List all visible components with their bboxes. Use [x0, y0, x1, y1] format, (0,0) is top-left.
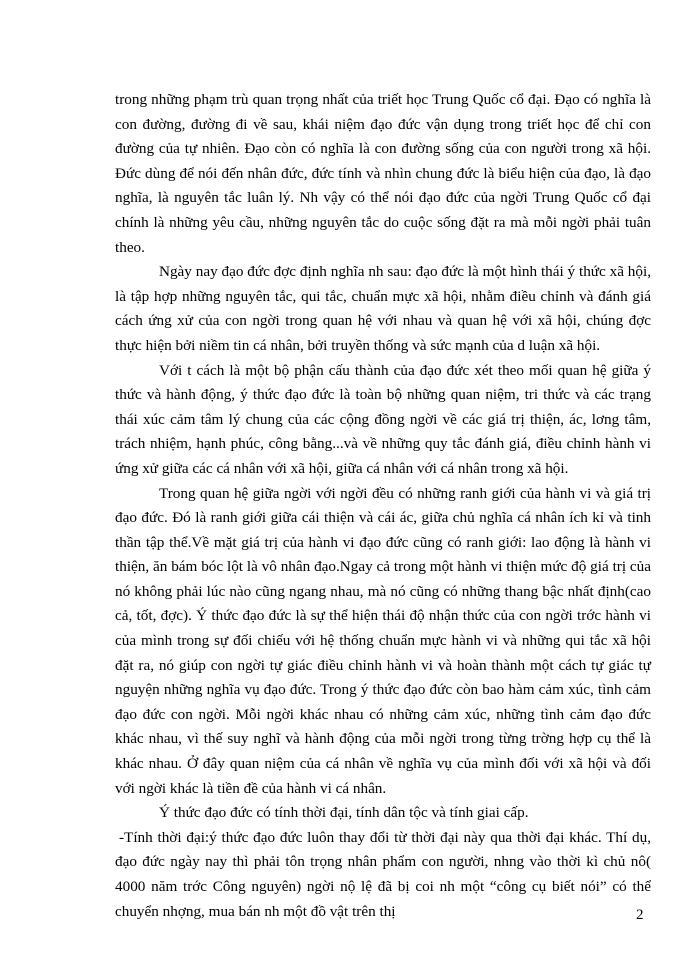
- paragraph-ranh-gioi-hanh-vi: Trong quan hệ giữa ngời với ngời đều có những ranh giới của hành vi và giá trị đạo đức. Đó là ranh giới giữa cái thiện và cái ác, giữa chủ nghĩa cá nhân ích kỉ và tinh thần tập thể.Về mặt giá trị của hành vi đạo đức cũng có ranh giới: lao động là hành vi thiện, ăn bám bóc lột là vô nhân đạo.Ngay cả trong một hành vi thiện mức độ giá trị của nó không phải lúc nào cũng ngang nhau, mà nó cũng có những thang bậc nhất định(cao cả, tốt, đợc). Ý thức đạo đức là sự thể hiện thái độ nhận thức của con ngời trớc hành vi của mình trong sự đối chiếu với hệ thống chuẩn mực hành vi và những qui tắc xã hội đặt ra, nó giúp con ngời tự giác điều chỉnh hành vi và hoàn thành một cách tự giác tự nguyện những nghĩa vụ đạo đức. Trong ý thức đạo đức còn bao hàm cảm xúc, tình cảm đạo đức con ngời. Mỗi ngời khác nhau có những cảm xúc, những tình cảm đạo đức khác nhau, vì thế suy nghĩ và hành động của mỗi ngời trong từng trờng hợp cụ thể là khác nhau. Ở đây quan niệm của cá nhân về nghĩa vụ của mình đối với xã hội và đối với ngời khác là tiền đề của hành vi cá nhân.: [115, 484, 651, 797]
- paragraph-y-thuc-dao-duc: Với t cách là một bộ phận cấu thành của đạo đức xét theo mối quan hệ giữa ý thức và hành động, ý thức đạo đức là toàn bộ những quan niệm, tri thức và các trạng thái xúc cảm tâm lý chung của các cộng đồng ngời về các giá trị thiện, ác, lơng tâm, trách nhiệm, hạnh phúc, công bằng...và về những quy tắc đánh giá, điều chỉnh hành vi ứng xử giữa các cá nhân với xã hội, giữa cá nhân với cá nhân trong xã hội.: [115, 361, 651, 477]
- paragraph-tinh-chat-y-thuc: Ý thức đạo đức có tính thời đại, tính dân tộc và tính giai cấp.: [159, 804, 529, 822]
- paragraph-dao-duc-trung-quoc: trong những phạm trù quan trọng nhất của triết học Trung Quốc cổ đại. Đạo có nghĩa là con đường, đường đi về sau, khái niệm đạo đức vận dụng trong triết học để chỉ con đường của tự nhiên. Đạo còn có nghĩa là con đường sống của con người trong xã hội. Đức dùng để nói đến nhân đức, đức tính và nhìn chung đức là biểu hiện của đạo, là đạo nghĩa, là nguyên tắc luân lý. Nh vậy có thể nói đạo đức của ngời Trung Quốc cổ đại chính là những yêu cầu, những nguyên tắc do cuộc sống đặt ra mà mỗi ngời phải tuân theo.: [115, 91, 651, 256]
- document-body: [115, 88, 651, 924]
- paragraph-tinh-thoi-dai: -Tính thời đại:ý thức đạo đức luôn thay đổi từ thời đại này qua thời đại khác. Thí dụ, đạo đức ngày nay thì phải tôn trọng nhân phẩm con người, nhng vào thời kì chủ nô( 4000 năm trớc Công nguyên) ngời nộ lệ đã bị coi nh một “công cụ biết nói” có thể chuyển nhợng, mua bán nh một đồ vật trên thị: [115, 828, 651, 920]
- page-number: 2: [636, 907, 644, 923]
- paragraph-dinh-nghia-dao-duc: Ngày nay đạo đức đợc định nghĩa nh sau: đạo đức là một hình thái ý thức xã hội, là tập hợp những nguyên tắc, qui tắc, chuẩn mực xã hội, nhằm điều chỉnh và đánh giá cách ứng xử của con ngời trong quan hệ với nhau và quan hệ với xã hội, chúng đợc thực hiện bởi niềm tin cá nhân, bởi truyền thống và sức mạnh của d luận xã hội.: [115, 263, 651, 354]
